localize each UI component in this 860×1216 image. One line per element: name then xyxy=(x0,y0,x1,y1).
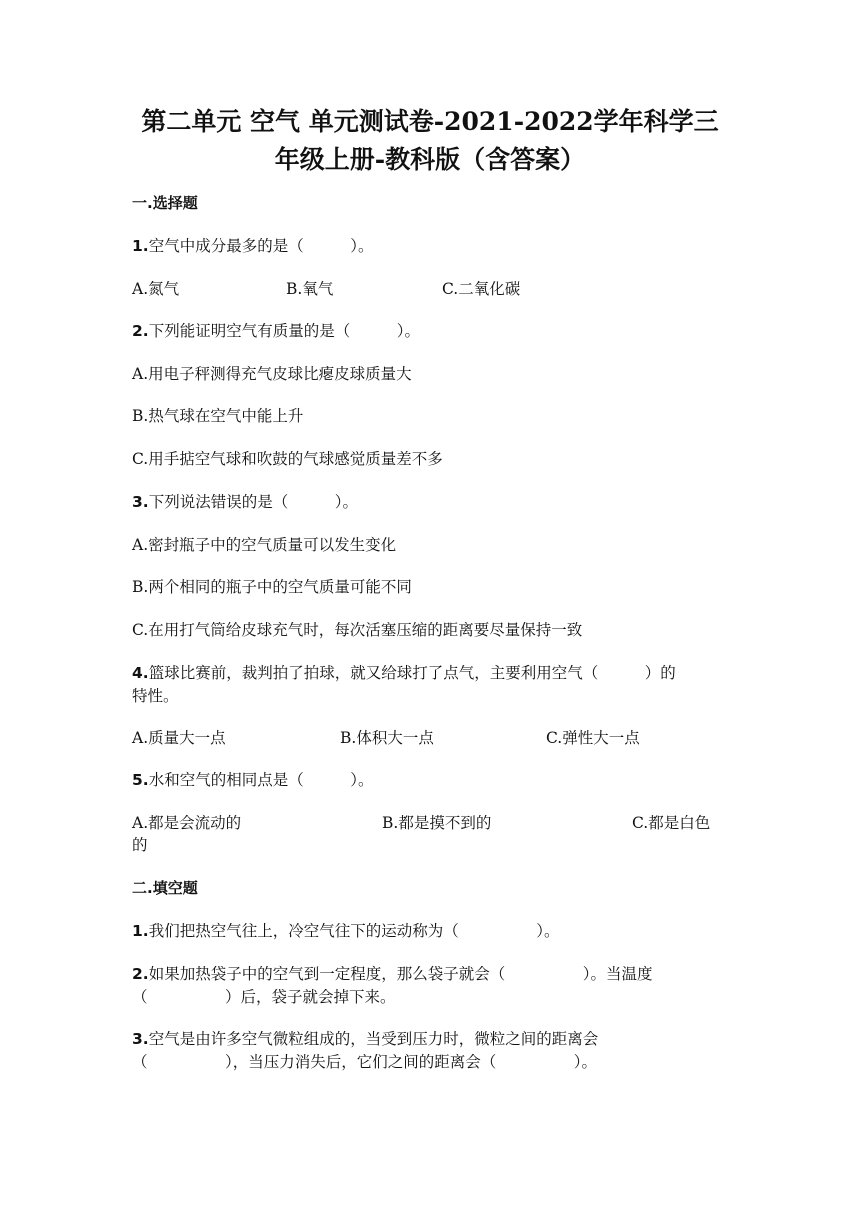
choice-4-option-b: B.体积大一点 xyxy=(340,729,434,747)
question-number: 1. xyxy=(132,922,149,940)
question-number: 2. xyxy=(132,322,149,340)
question-text: 空气中成分最多的是（ ）。 xyxy=(148,237,374,255)
choice-question-3 xyxy=(132,491,732,513)
title-line-2: 年级上册-教科版（含答案） xyxy=(274,145,586,174)
question-number: 4. xyxy=(132,664,149,682)
choice-2-option-a: A.用电子秤测得充气皮球比瘪皮球质量大 xyxy=(132,365,412,383)
question-text-line-1: 如果加热袋子中的空气到一定程度，那么袋子就会（ ）。当温度 xyxy=(148,965,653,983)
question-text: 水和空气的相同点是（ ）。 xyxy=(148,771,374,789)
question-number: 1. xyxy=(132,237,149,255)
question-text: 我们把热空气往上，冷空气往下的运动称为（ ）。 xyxy=(148,922,560,940)
fill-question-1 xyxy=(132,920,732,942)
choice-2-option-c: C.用手掂空气球和吹鼓的气球感觉质量差不多 xyxy=(132,450,443,468)
choice-question-4-continued: 特性。 xyxy=(132,687,179,705)
fill-question-3 xyxy=(132,1028,732,1050)
fill-question-2-continued: （ ）后，袋子就会掉下来。 xyxy=(132,988,396,1006)
choice-2-option-b: B.热气球在空气中能上升 xyxy=(132,407,304,425)
title-line-1: 第二单元 空气 单元测试卷-2021-2022学年科学三 xyxy=(141,107,719,136)
choice-4-option-c: C.弹性大一点 xyxy=(546,729,640,747)
section-heading-fill: 二.填空题 xyxy=(132,879,198,897)
choice-3-option-b: B.两个相同的瓶子中的空气质量可能不同 xyxy=(132,578,412,596)
choice-question-1 xyxy=(132,235,732,257)
question-text: 下列说法错误的是（ ）。 xyxy=(148,493,358,511)
choice-4-option-a: A.质量大一点 xyxy=(132,729,226,747)
choice-5-option-c: C.都是白色 xyxy=(632,814,711,832)
choice-question-5 xyxy=(132,769,732,791)
choice-5-option-c-wrap: 的 xyxy=(132,836,148,854)
question-text: 下列能证明空气有质量的是（ ）。 xyxy=(148,322,420,340)
fill-question-2 xyxy=(132,963,732,985)
question-number: 2. xyxy=(132,965,149,983)
question-number: 3. xyxy=(132,493,149,511)
question-text-line-1: 空气是由许多空气微粒组成的，当受到压力时，微粒之间的距离会 xyxy=(148,1030,599,1048)
choice-1-option-c: C.二氧化碳 xyxy=(442,280,521,298)
choice-question-4 xyxy=(132,662,732,684)
choice-question-2 xyxy=(132,320,732,342)
choice-3-option-c: C.在用打气筒给皮球充气时，每次活塞压缩的距离要尽量保持一致 xyxy=(132,621,583,639)
section-heading-choice: 一.选择题 xyxy=(132,194,198,212)
choice-5-option-b: B.都是摸不到的 xyxy=(382,814,492,832)
question-number: 5. xyxy=(132,771,149,789)
choice-1-option-a: A.氮气 xyxy=(132,280,180,298)
choice-1-option-b: B.氧气 xyxy=(286,280,334,298)
question-text-line-1: 篮球比赛前，裁判拍了拍球，就又给球打了点气，主要利用空气（ ）的 xyxy=(148,664,676,682)
choice-3-option-a: A.密封瓶子中的空气质量可以发生变化 xyxy=(132,536,397,554)
question-number: 3. xyxy=(132,1030,149,1048)
choice-5-option-a: A.都是会流动的 xyxy=(132,814,242,832)
fill-question-3-continued: （ ），当压力消失后，它们之间的距离会（ ）。 xyxy=(132,1053,598,1071)
